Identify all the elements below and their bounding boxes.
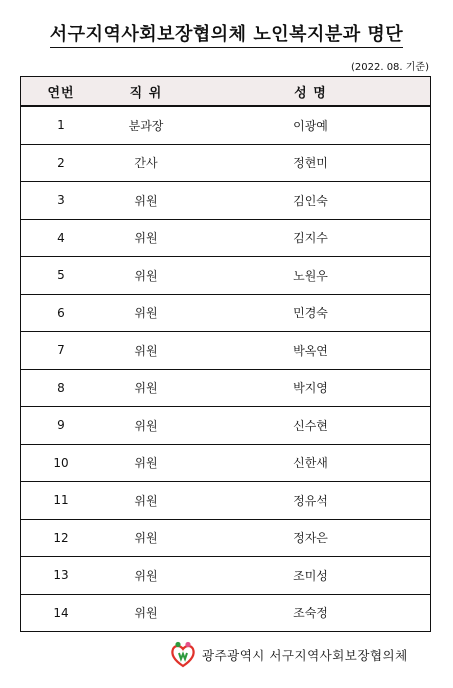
cell-name: 신한새: [191, 444, 431, 482]
footer-text: 광주광역시 서구지역사회보장협의체: [202, 648, 408, 663]
cell-position: 위원: [101, 369, 191, 407]
member-table: [20, 76, 431, 632]
cell-name: 신수현: [191, 407, 431, 445]
footer: [168, 640, 438, 670]
table-body: [21, 106, 431, 632]
cell-position: 위원: [101, 519, 191, 557]
cell-position: 위원: [101, 594, 191, 632]
cell-name: 정현미: [191, 144, 431, 182]
table-row: [21, 444, 431, 482]
table-row: [21, 332, 431, 370]
cell-number: 5: [21, 257, 102, 295]
cell-position: 위원: [101, 444, 191, 482]
cell-name: 김지수: [191, 219, 431, 257]
cell-number: 13: [21, 557, 102, 595]
cell-number: 4: [21, 219, 102, 257]
table-row: [21, 482, 431, 520]
table-row: [21, 106, 431, 144]
cell-number: 8: [21, 369, 102, 407]
cell-position: 간사: [101, 144, 191, 182]
table-row: [21, 144, 431, 182]
table-row: [21, 519, 431, 557]
cell-position: 위원: [101, 482, 191, 520]
cell-number: 11: [21, 482, 102, 520]
cell-name: 김인숙: [191, 182, 431, 220]
cell-name: 정자은: [191, 519, 431, 557]
cell-position: 위원: [101, 257, 191, 295]
council-logo-icon: [168, 640, 198, 670]
table-row: [21, 407, 431, 445]
table-row: [21, 219, 431, 257]
cell-name: 박지영: [191, 369, 431, 407]
cell-number: 6: [21, 294, 102, 332]
cell-position: 위원: [101, 294, 191, 332]
cell-position: 위원: [101, 557, 191, 595]
date-note: (2022. 08. 기준): [350, 62, 429, 73]
cell-position: 위원: [101, 219, 191, 257]
cell-number: 9: [21, 407, 102, 445]
table-header-row: [21, 77, 431, 107]
cell-number: 14: [21, 594, 102, 632]
table-row: [21, 294, 431, 332]
cell-name: 민경숙: [191, 294, 431, 332]
cell-number: 2: [21, 144, 102, 182]
cell-name: 조미성: [191, 557, 431, 595]
cell-number: 7: [21, 332, 102, 370]
cell-position: 위원: [101, 182, 191, 220]
cell-position: 위원: [101, 407, 191, 445]
column-header-number: 연번: [21, 77, 102, 107]
cell-number: 3: [21, 182, 102, 220]
cell-name: 박옥연: [191, 332, 431, 370]
table-row: [21, 557, 431, 595]
cell-position: 위원: [101, 332, 191, 370]
cell-number: 10: [21, 444, 102, 482]
cell-name: 조숙정: [191, 594, 431, 632]
cell-position: 분과장: [101, 106, 191, 144]
table-row: [21, 257, 431, 295]
column-header-name: 성 명: [191, 77, 431, 107]
table-row: [21, 182, 431, 220]
page-title-text: 서구지역사회보장협의체 노인복지분과 명단: [50, 20, 403, 48]
cell-name: 정유석: [191, 482, 431, 520]
table-row: [21, 369, 431, 407]
cell-name: 이광예: [191, 106, 431, 144]
page-title: [0, 20, 453, 48]
cell-name: 노원우: [191, 257, 431, 295]
table-row: [21, 594, 431, 632]
cell-number: 1: [21, 106, 102, 144]
cell-number: 12: [21, 519, 102, 557]
column-header-position: 직 위: [101, 77, 191, 107]
